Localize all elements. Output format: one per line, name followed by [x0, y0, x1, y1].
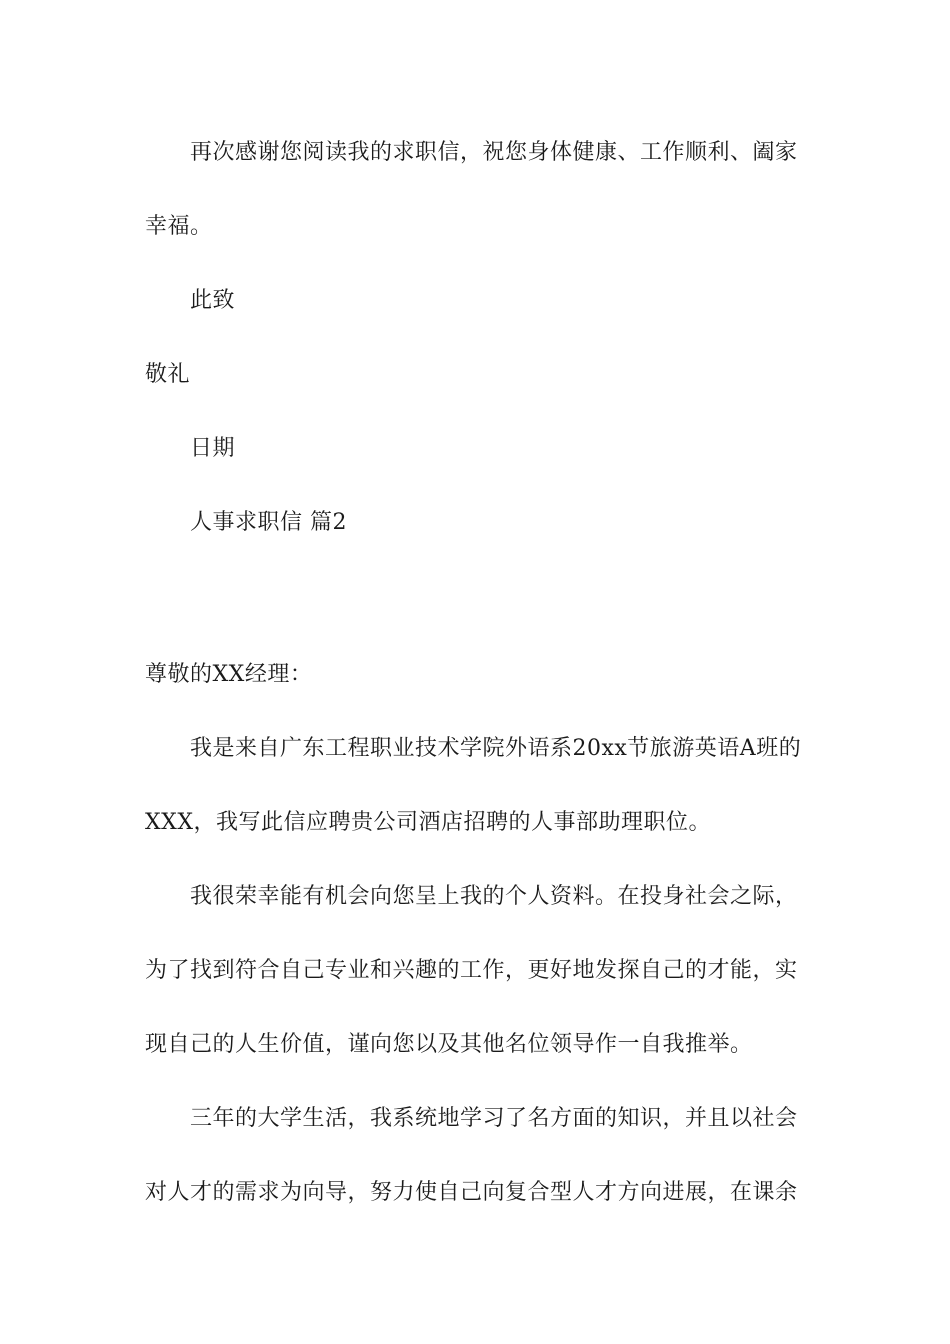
paragraph-2-line-3: 现自己的人生价值，谨向您以及其他名位领导作一自我推举。 [145, 1032, 753, 1057]
paragraph-1-line-1: 我是来自广东工程职业技术学院外语系20xx节旅游英语A班的 [190, 736, 802, 761]
paragraph-2-line-2: 为了找到符合自己专业和兴趣的工作，更好地发探自己的才能，实 [145, 958, 798, 983]
salutation-jingli: 敬礼 [145, 362, 191, 387]
letter-greeting: 尊敬的XX经理： [145, 662, 313, 687]
closing-thanks-line-2: 幸福。 [145, 214, 213, 239]
section-heading: 人事求职信 篇2 [190, 510, 347, 535]
paragraph-3-line-1: 三年的大学生活，我系统地学习了名方面的知识，并且以社会 [190, 1106, 798, 1131]
paragraph-1-line-2: XXX，我写此信应聘贵公司酒店招聘的人事部助理职位。 [145, 810, 711, 835]
salutation-cizhi: 此致 [190, 288, 236, 313]
closing-thanks-line-1: 再次感谢您阅读我的求职信，祝您身体健康、工作顺利、阖家 [190, 140, 798, 165]
paragraph-3-line-2: 对人才的需求为向导，努力使自己向复合型人才方向进展，在课余 [145, 1180, 798, 1205]
paragraph-2-line-1: 我很荣幸能有机会向您呈上我的个人资料。在投身社会之际， [190, 884, 798, 909]
date-label: 日期 [190, 436, 236, 461]
